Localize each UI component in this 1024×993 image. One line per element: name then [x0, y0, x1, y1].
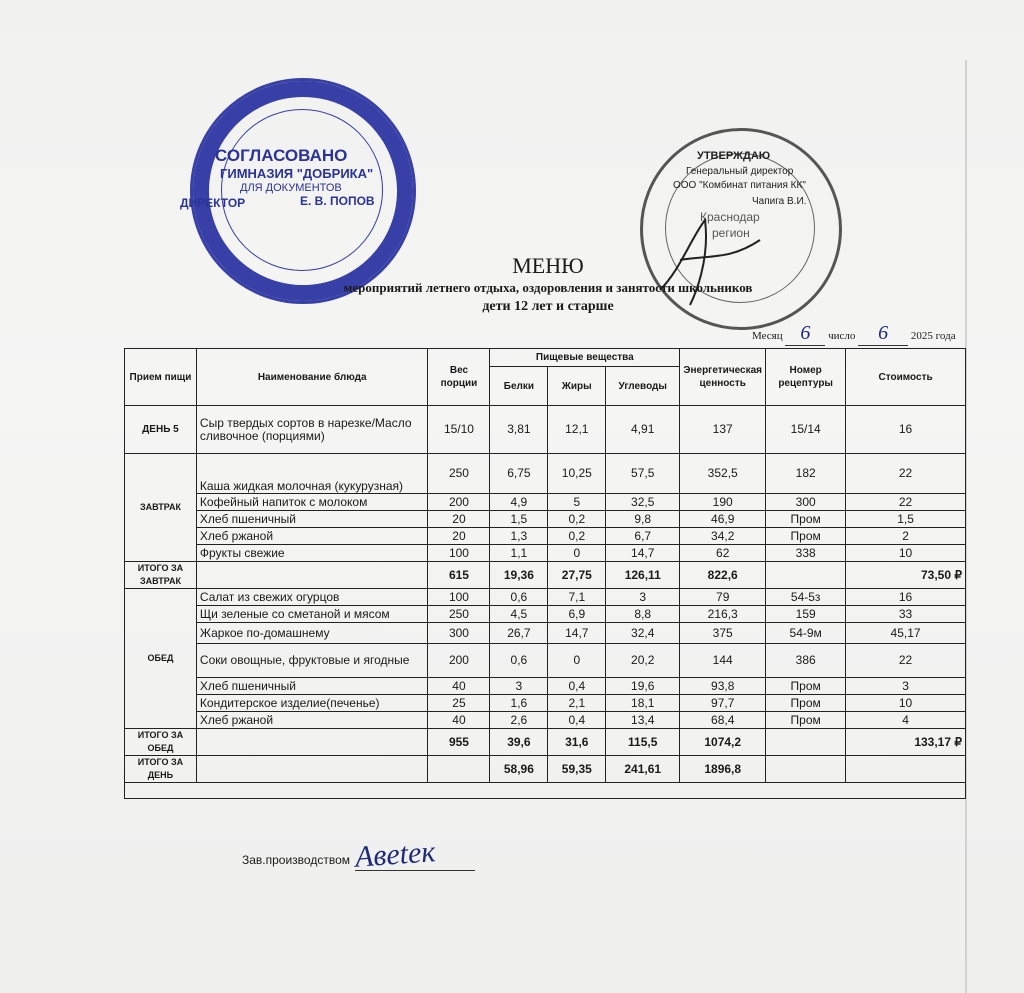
table-row: ЗАВТРАК Каша жидкая молочная (кукурузная) 250 6,75 10,25 57,5 352,5 182 22: [125, 454, 966, 494]
table-row: Щи зеленые со сметаной и мясом 250 4,5 6,9 8,8 216,3 159 33: [125, 606, 966, 623]
seal-director-label: ДИРЕКТОР: [180, 196, 246, 210]
lunch-total-row: ИТОГО ЗА ОБЕД 955 39,6 31,6 115,5 1074,2 133,17 ₽: [125, 729, 966, 756]
approve-role: Генеральный директор: [686, 166, 794, 177]
meal-breakfast: ЗАВТРАК: [125, 454, 197, 562]
table-row: ДЕНЬ 5 Сыр твердых сортов в нарезке/Масло сливочное (порциями) 15/10 3,81 12,1 4,91 137 15/14 16: [125, 406, 966, 454]
col-carbs: Углеводы: [606, 367, 680, 406]
breakfast-total-row: ИТОГО ЗА ЗАВТРАК 615 19,36 27,75 126,11 822,6 73,50 ₽: [125, 562, 966, 589]
empty-row: [125, 783, 966, 799]
approve-name: Чапига В.И.: [752, 196, 807, 207]
page-subtitle: мероприятий летнего отдыха, оздоровления и занятости школьников: [343, 280, 753, 295]
col-energy: Энергетическая ценность: [680, 349, 766, 406]
day-label: число: [828, 330, 856, 342]
manager-label: Зав.производством: [242, 853, 350, 867]
seal-school-text: ГИМНАЗИЯ "ДОБРИКА": [220, 166, 374, 181]
seal-director-name: Е. В. ПОПОВ: [300, 194, 375, 208]
col-recipe: Номер рецептуры: [766, 349, 846, 406]
meal-lunch: ОБЕД: [125, 589, 197, 729]
table-row: Кондитерское изделие(печенье) 25 1,6 2,1 18,1 97,7 Пром 10: [125, 695, 966, 712]
col-weight: Вес порции: [428, 349, 490, 406]
menu-table: [124, 348, 966, 799]
approve-heading: УТВЕРЖДАЮ: [697, 150, 771, 162]
year-label: 2025 года: [910, 330, 956, 342]
month-value: 6: [785, 322, 825, 346]
table-row: Хлеб ржаной 20 1,3 0,2 6,7 34,2 Пром 2: [125, 528, 966, 545]
approve-company: ООО "Комбинат питания КК": [673, 180, 806, 191]
month-label: Месяц: [752, 330, 783, 342]
table-row: ОБЕД Салат из свежих огурцов 100 0,6 7,1 3 79 54-5з 16: [125, 589, 966, 606]
table-row: Хлеб пшеничный 20 1,5 0,2 9,8 46,9 Пром 1,5: [125, 511, 966, 528]
col-fat: Жиры: [548, 367, 606, 406]
day-value: 6: [858, 322, 908, 346]
seal-approved-text: СОГЛАСОВАНО: [215, 146, 348, 165]
col-meal: Прием пищи: [125, 349, 197, 406]
manager-signature: Авеtек: [353, 835, 437, 874]
date-line: [752, 322, 956, 346]
page-title: МЕНЮ: [512, 253, 584, 278]
table-row: Жаркое по-домашнему 300 26,7 14,7 32,4 375 54-9м 45,17: [125, 623, 966, 644]
table-row: Фрукты свежие 100 1,1 0 14,7 62 338 10: [125, 545, 966, 562]
seal-city-text: Краснодар: [700, 210, 760, 224]
header-row: [125, 349, 966, 367]
seal-region-text: регион: [712, 226, 750, 240]
col-cost: Стоимость: [846, 349, 966, 406]
col-nutrients: Пищевые вещества: [490, 349, 680, 367]
seal-docs-text: ДЛЯ ДОКУМЕНТОВ: [240, 182, 342, 194]
col-dish: Наименование блюда: [196, 349, 428, 406]
table-row: Соки овощные, фруктовые и ягодные 200 0,6 0 20,2 144 386 22: [125, 644, 966, 678]
day-total-row: ИТОГО ЗА ДЕНЬ 58,96 59,35 241,61 1896,8: [125, 756, 966, 783]
table-row: Хлеб ржаной 40 2,6 0,4 13,4 68,4 Пром 4: [125, 712, 966, 729]
table-row: Хлеб пшеничный 40 3 0,4 19,6 93,8 Пром 3: [125, 678, 966, 695]
table-row: Кофейный напиток с молоком 200 4,9 5 32,5 190 300 22: [125, 494, 966, 511]
col-protein: Белки: [490, 367, 548, 406]
age-group: дети 12 лет и старше: [482, 299, 614, 314]
